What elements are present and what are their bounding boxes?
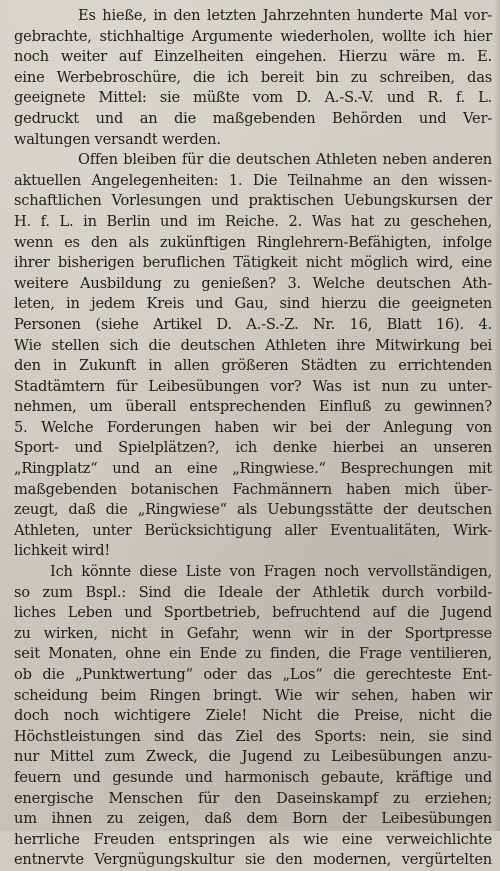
text-line: um ihnen zu zeigen, daß dem Born der Leibesübungen: [14, 810, 492, 828]
text-line: feuern und gesunde und harmonisch gebaute, kräftige und: [14, 768, 492, 786]
text-line: Personen (siehe Artikel D. A.-S.-Z. Nr. 16, Blatt 16). 4.: [14, 315, 492, 333]
text-line: scheidung beim Ringen bringt. Wie wir sehen, haben wir: [14, 686, 492, 704]
text-line: herrliche Freuden entspringen als wie eine verweichlichte: [14, 830, 492, 848]
text-line: gedruckt und an die maßgebenden Behörden und Ver-: [14, 109, 492, 127]
text-line: liches Leben und Sportbetrieb, befruchtend auf die Jugend: [14, 604, 492, 622]
text-line: seit Monaten, ohne ein Ende zu finden, die Frage ventilieren,: [14, 645, 492, 663]
text-line: weitere Ausbildung zu genießen? 3. Welche deutschen Ath-: [14, 274, 492, 292]
text-line: aktuellen Angelegenheiten: 1. Die Teilnahme an den wissen-: [14, 171, 492, 189]
text-line: H. f. L. in Berlin und im Reiche. 2. Was hat zu geschehen,: [14, 212, 492, 230]
paragraph-3: [14, 562, 500, 871]
text-line: Ich könnte diese Liste von Fragen noch vervollständigen,: [50, 563, 492, 581]
text-line: gebrachte, stichhaltige Argumente wiederholen, wollte ich hier: [14, 27, 492, 45]
text-line: Es hieße, in den letzten Jahrzehnten hunderte Mal vor-: [78, 7, 492, 24]
text-line: noch weiter auf Einzelheiten eingehen. Hierzu wäre m. E.: [14, 48, 492, 66]
text-line: Offen bleiben für die deutschen Athleten neben anderen: [78, 151, 492, 169]
text-line: Stadtämtern für Leibesübungen vor? Was ist nun zu unter-: [14, 377, 492, 395]
text-line: „Ringplatz“ und an eine „Ringwiese.“ Besprechungen mit: [14, 460, 492, 478]
text-line: lichkeit wird!: [14, 542, 111, 560]
text-line: nehmen, um überall entsprechenden Einfluß zu gewinnen?: [14, 398, 492, 416]
text-line: leten, in jedem Kreis und Gau, sind hierzu die geeigneten: [14, 295, 492, 313]
paragraph-1: [14, 6, 500, 150]
text-line: energische Menschen für den Daseinskampf zu erziehen;: [14, 789, 492, 807]
text-line: ihrer bisherigen beruflichen Tätigkeit nicht möglich wird, eine: [14, 254, 492, 272]
text-line: den in Zukunft in allen größeren Städten zu errichtenden: [14, 357, 492, 375]
text-line: Wie stellen sich die deutschen Athleten ihre Mitwirkung bei: [14, 336, 492, 354]
paragraph-2: [14, 150, 500, 562]
text-line: ob die „Punktwertung“ oder das „Los“ die gerechteste Ent-: [14, 666, 492, 683]
text-line: doch noch wichtigere Ziele! Nicht die Preise, nicht die: [14, 707, 492, 725]
text-line: 5. Welche Forderungen haben wir bei der Anlegung von: [14, 418, 492, 436]
text-line: geeignete Mittel: sie müßte vom D. A.-S.-V. und R. f. L.: [14, 89, 492, 107]
page-edge-shadow: [494, 0, 500, 831]
text-line: eine Werbebroschüre, die ich bereit bin zu schreiben, das: [14, 68, 492, 86]
text-line: Athleten, unter Berücksichtigung aller Eventualitäten, Wirk-: [14, 521, 492, 539]
text-line: Sport- und Spielplätzen?, ich denke hierbei an unseren: [14, 439, 492, 457]
text-line: entnervte Vergnügungskultur sie den modernen, vergürtelten: [14, 851, 492, 869]
text-line: maßgebenden botanischen Fachmännern haben mich über-: [14, 480, 492, 498]
text-line: so zum Bspl.: Sind die Ideale der Athletik durch vorbild-: [14, 583, 492, 601]
text-line: Höchstleistungen sind das Ziel des Sports: nein, sie sind: [14, 727, 492, 745]
text-line: waltungen versandt werden.: [14, 130, 221, 148]
text-line: zu wirken, nicht in Gefahr, wenn wir in der Sportpresse: [14, 624, 492, 642]
text-line: schaftlichen Vorlesungen und praktischen Uebungskursen der: [14, 192, 492, 210]
text-line: wenn es den als zukünftigen Ringlehrern-Befähigten, infolge: [14, 233, 492, 251]
text-line: zeugt, daß die „Ringwiese“ als Uebungsstätte der deutschen: [14, 501, 492, 519]
text-line: nur Mittel zum Zweck, die Jugend zu Leibesübungen anzu-: [14, 748, 492, 766]
